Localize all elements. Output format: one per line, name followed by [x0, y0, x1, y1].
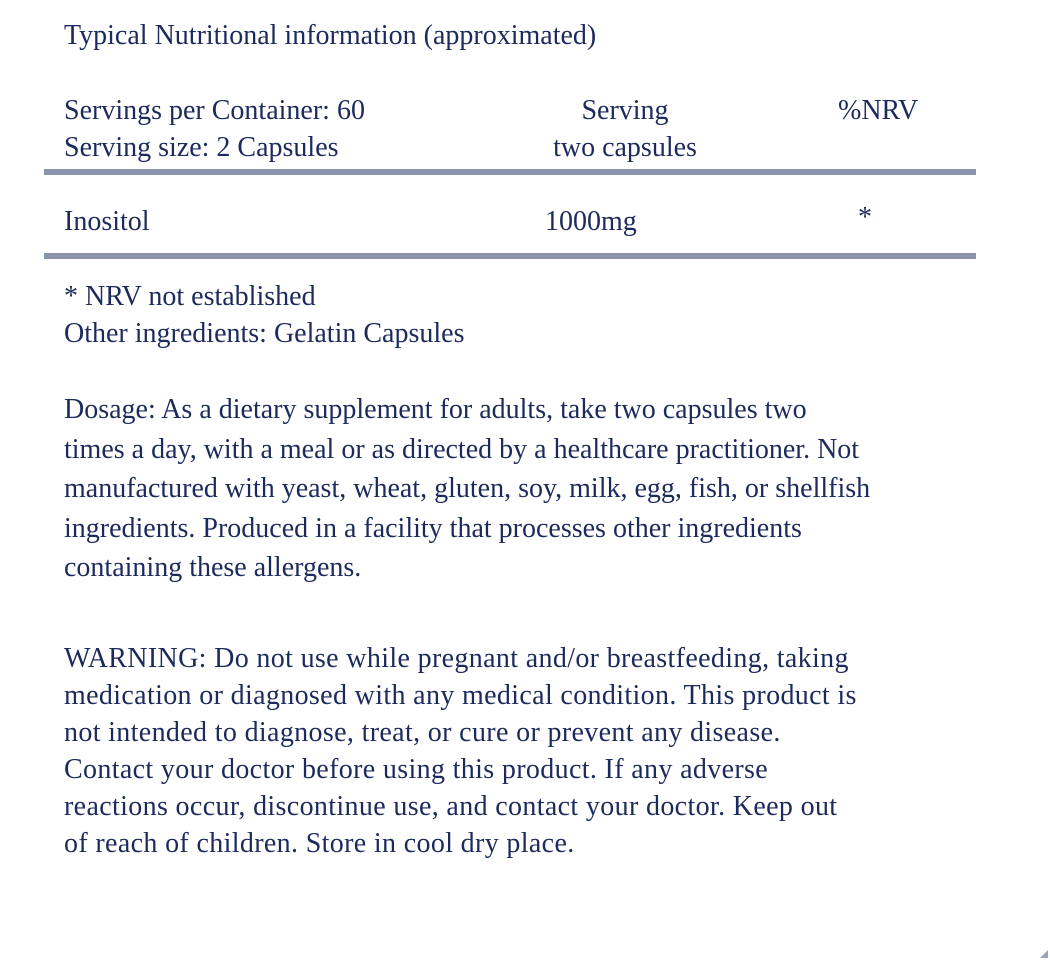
resize-corner-icon — [1040, 950, 1048, 958]
warning-paragraph — [64, 640, 857, 862]
dosage-line: times a day, with a meal or as directed by a healthcare practitioner. Not — [64, 433, 860, 465]
nrv-column-header: %NRV — [838, 95, 919, 126]
dosage-line: containing these allergens. — [64, 552, 362, 583]
serving-column-header-line2: two capsules — [553, 132, 697, 163]
header-divider — [44, 169, 976, 175]
dosage-line: manufactured with yeast, wheat, gluten, soy, milk, egg, fish, or shellfish — [64, 473, 871, 504]
serving-size: Serving size: 2 Capsules — [64, 132, 339, 163]
warning-line: medication or diagnosed with any medical condition. This product is — [64, 680, 857, 711]
warning-line: WARNING: Do not use while pregnant and/or breastfeeding, taking — [64, 643, 849, 674]
servings-per-container: Servings per Container: 60 — [64, 95, 365, 126]
warning-line: not intended to diagnose, treat, or cure or prevent any disease. — [64, 717, 781, 748]
warning-line: reactions occur, discontinue use, and contact your doctor. Keep out — [64, 791, 838, 822]
serving-info — [64, 92, 365, 166]
table-bottom-divider — [44, 253, 976, 259]
label-title: Typical Nutritional information (approximated) — [64, 20, 597, 51]
other-ingredients: Other ingredients: Gelatin Capsules — [64, 318, 465, 349]
dosage-line: Dosage: As a dietary supplement for adults, take two capsules two — [64, 394, 807, 425]
dosage-paragraph — [64, 390, 870, 588]
footnotes — [64, 278, 464, 352]
ingredient-name: Inositol — [64, 206, 150, 237]
serving-column-header-line1: Serving — [581, 95, 669, 126]
nrv-note: * NRV not established — [64, 281, 316, 312]
warning-line: Contact your doctor before using this product. If any adverse — [64, 754, 769, 785]
ingredient-nrv: * — [858, 202, 872, 233]
ingredient-amount: 1000mg — [545, 206, 637, 237]
dosage-line: ingredients. Produced in a facility that processes other ingredients — [64, 512, 802, 544]
serving-column-header — [530, 92, 720, 166]
warning-line: of reach of children. Store in cool dry place. — [64, 828, 575, 859]
